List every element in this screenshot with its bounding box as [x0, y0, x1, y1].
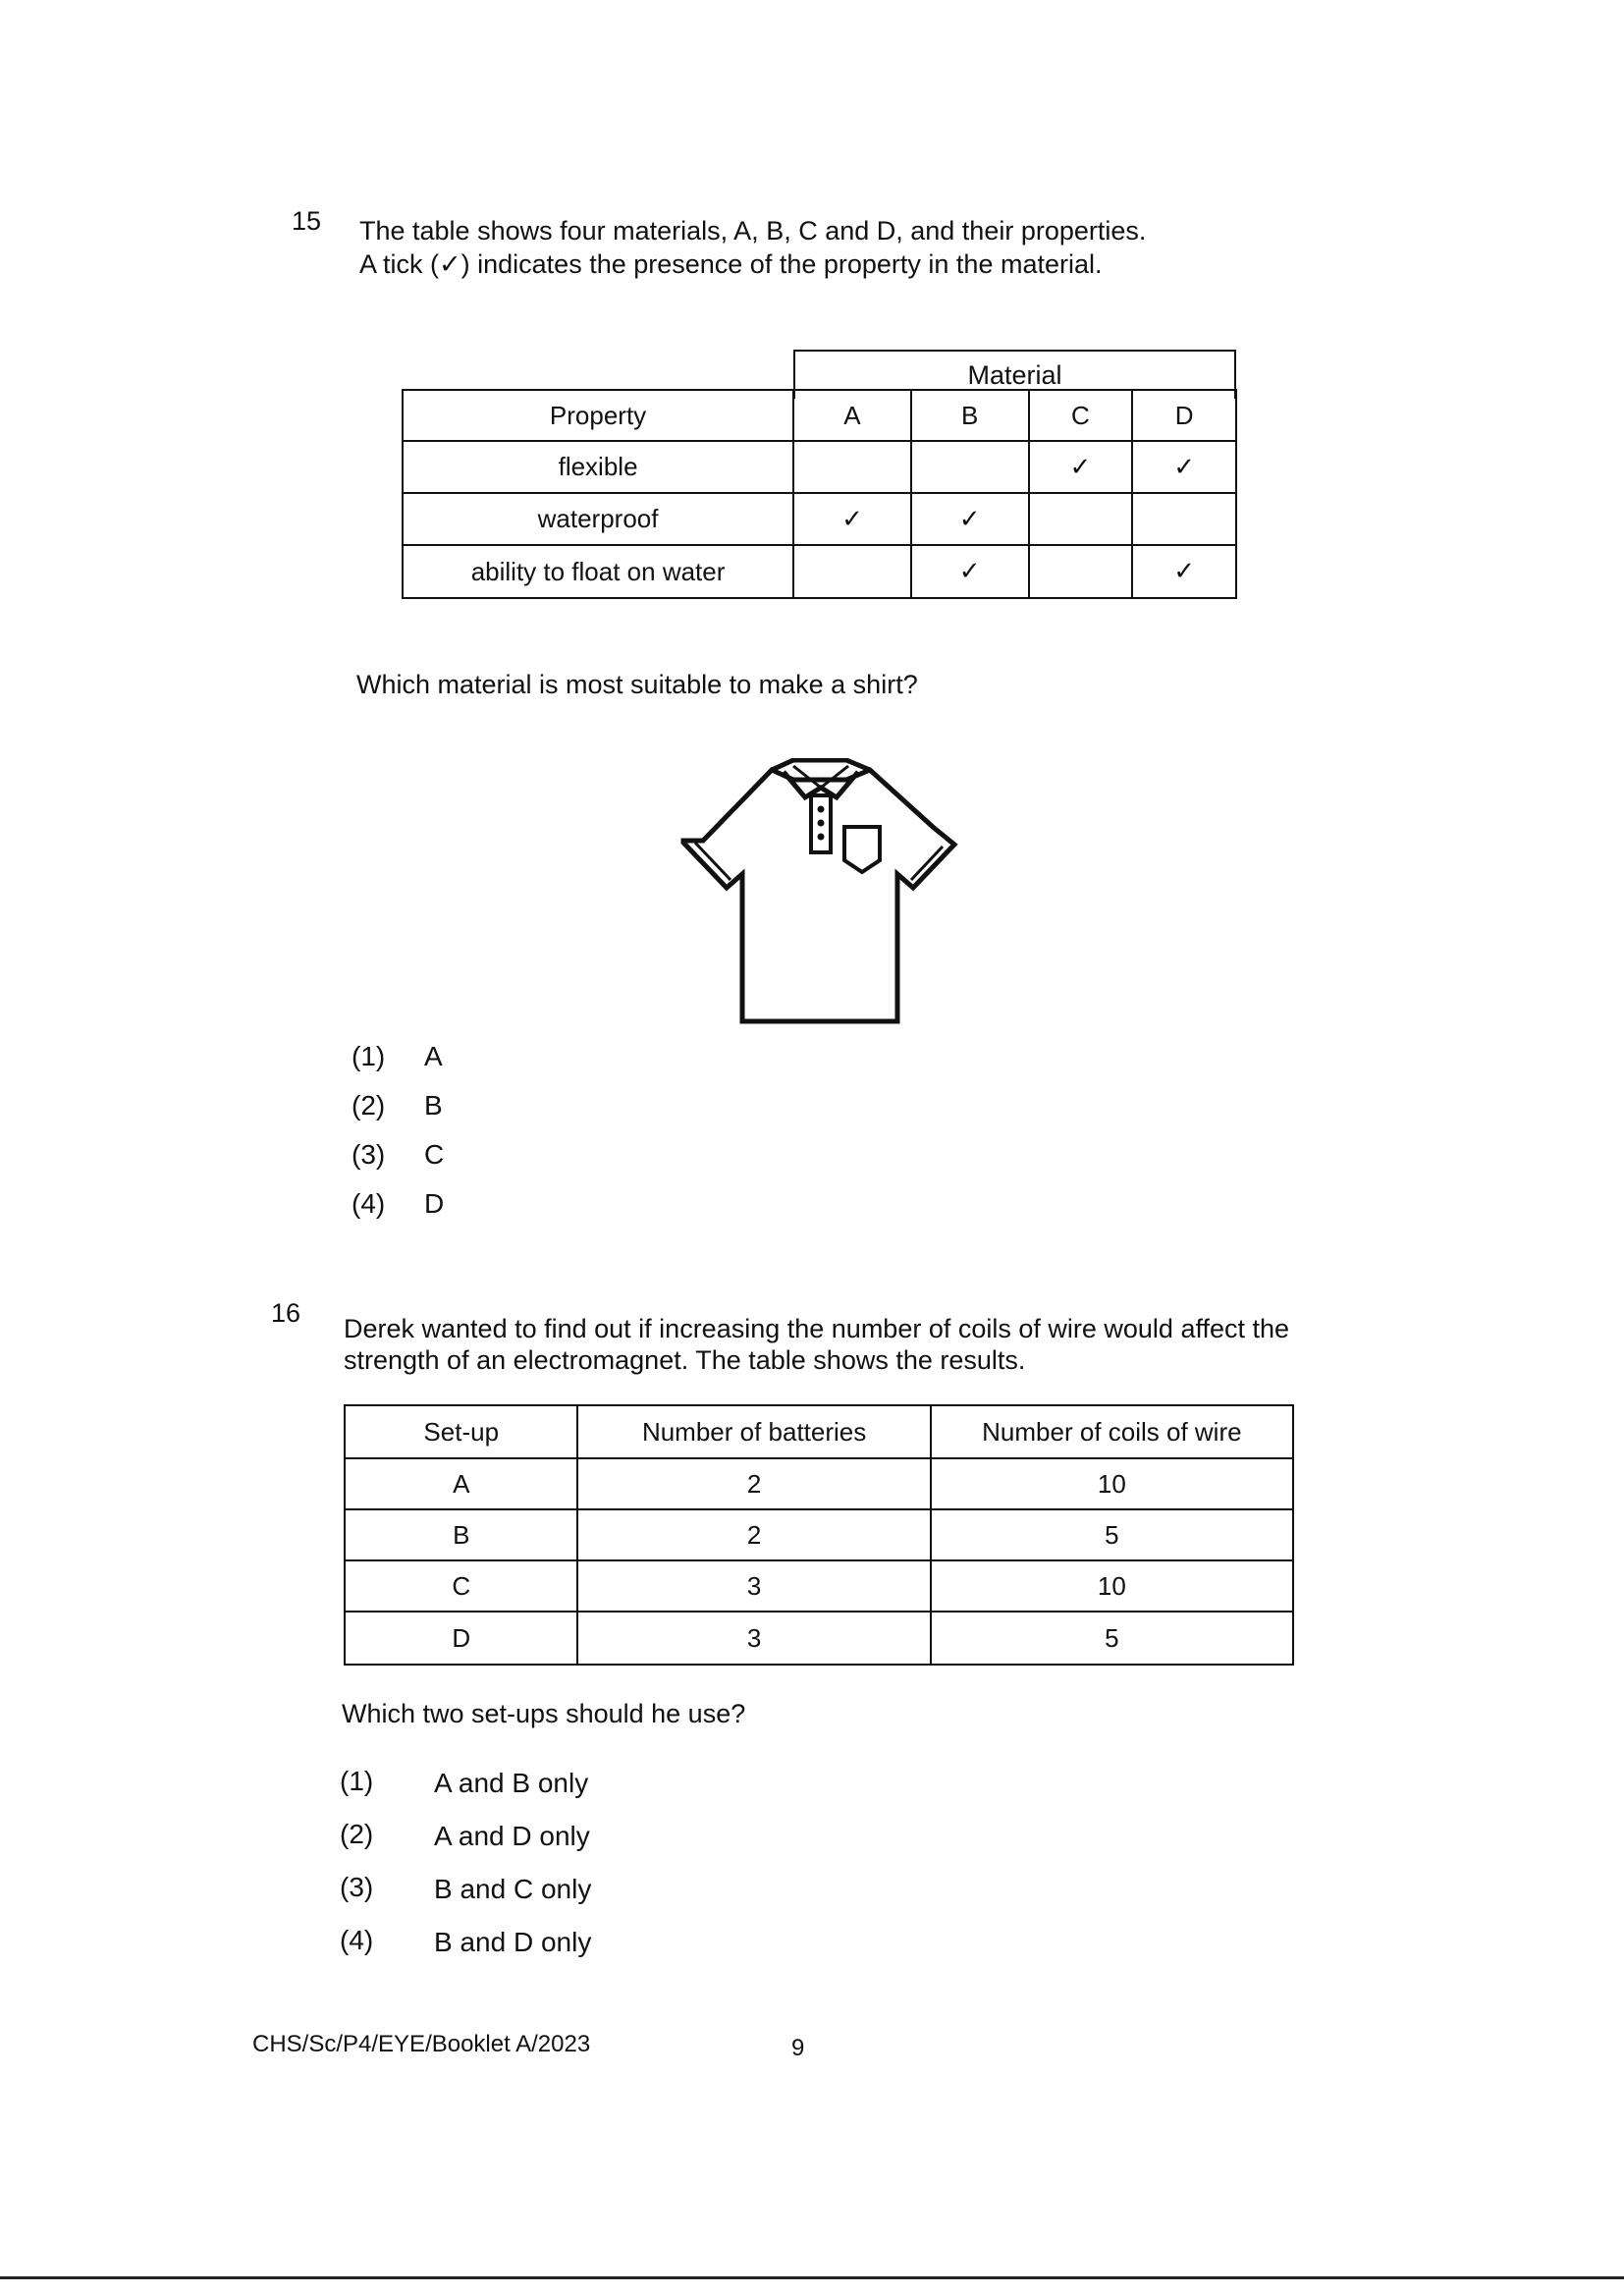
q15-option-2-text[interactable]: B — [424, 1090, 443, 1121]
q15-material-d: D — [1132, 390, 1236, 441]
q15-material-b: B — [911, 390, 1029, 441]
q15-material-a: A — [793, 390, 911, 441]
q15-question: Which material is most suitable to make a shirt? — [356, 670, 918, 699]
q16-header-batteries: Number of batteries — [577, 1405, 930, 1458]
q15-option-1-number: (1) — [352, 1041, 386, 1071]
q15-material-header: Material — [793, 350, 1236, 399]
q15-option-4-number: (4) — [352, 1188, 386, 1219]
q16-cell-batteries: 3 — [577, 1560, 930, 1612]
q16-question: Which two set-ups should he use? — [342, 1699, 746, 1728]
q16-cell-coils: 10 — [931, 1560, 1293, 1612]
q16-cell-coils: 5 — [931, 1509, 1293, 1560]
q15-tick-cell — [793, 441, 911, 493]
q15-tick-cell: ✓ — [793, 493, 911, 545]
q16-intro-line2: strength of an electromagnet. The table shows the results. — [344, 1345, 1026, 1375]
q15-property-header: Property — [403, 390, 793, 441]
page-number: 9 — [791, 2035, 805, 2061]
q16-cell-setup: B — [345, 1509, 577, 1560]
q15-tick-cell — [1029, 545, 1133, 598]
q15-number: 15 — [292, 206, 322, 236]
q16-option-3-number: (3) — [340, 1872, 374, 1902]
q16-cell-setup: D — [345, 1612, 577, 1665]
q15-tick-cell: ✓ — [911, 545, 1029, 598]
shirt-icon — [676, 758, 960, 1025]
q15-tick-cell: ✓ — [1029, 441, 1133, 493]
q15-tick-cell: ✓ — [1132, 441, 1236, 493]
footer-code: CHS/Sc/P4/EYE/Booklet A/2023 — [252, 2031, 591, 2057]
q15-option-4-text[interactable]: D — [424, 1188, 445, 1219]
q15-material-c: C — [1029, 390, 1133, 441]
q15-option-1-text[interactable]: A — [424, 1041, 443, 1071]
q16-cell-setup: C — [345, 1560, 577, 1612]
q16-number: 16 — [271, 1298, 301, 1328]
q16-option-1-number: (1) — [340, 1766, 374, 1796]
q15-properties-table — [402, 389, 1237, 599]
q16-option-2-number: (2) — [340, 1819, 374, 1849]
q15-option-3-text[interactable]: C — [424, 1139, 445, 1170]
q16-cell-coils: 5 — [931, 1612, 1293, 1665]
page-bottom-rule — [0, 2276, 1624, 2279]
q15-row-property: flexible — [403, 441, 793, 493]
q16-cell-batteries: 3 — [577, 1612, 930, 1665]
q15-row-property: ability to float on water — [403, 545, 793, 598]
q16-option-3-text[interactable]: B and C only — [434, 1874, 592, 1904]
q15-tick-cell — [1029, 493, 1133, 545]
q15-option-3-number: (3) — [352, 1139, 386, 1170]
q16-cell-setup: A — [345, 1458, 577, 1509]
q16-header-setup: Set-up — [345, 1405, 577, 1458]
q16-option-4-text[interactable]: B and D only — [434, 1927, 592, 1957]
q16-intro-line1: Derek wanted to find out if increasing the number of coils of wire would affect the — [344, 1314, 1290, 1343]
q16-results-table — [344, 1404, 1294, 1666]
q15-tick-cell — [793, 545, 911, 598]
q16-header-coils: Number of coils of wire — [931, 1405, 1293, 1458]
q15-row-property: waterproof — [403, 493, 793, 545]
q16-cell-batteries: 2 — [577, 1458, 930, 1509]
q15-intro-line1: The table shows four materials, A, B, C and D, and their properties. — [359, 216, 1147, 246]
q16-option-2-text[interactable]: A and D only — [434, 1821, 590, 1851]
q15-tick-cell — [911, 441, 1029, 493]
q15-tick-cell: ✓ — [1132, 545, 1236, 598]
q15-tick-cell: ✓ — [911, 493, 1029, 545]
q15-option-2-number: (2) — [352, 1090, 386, 1121]
q16-option-1-text[interactable]: A and B only — [434, 1768, 589, 1798]
q16-cell-batteries: 2 — [577, 1509, 930, 1560]
q15-tick-cell — [1132, 493, 1236, 545]
q15-intro-line2: A tick (✓) indicates the presence of the property in the material. — [359, 249, 1103, 279]
q16-cell-coils: 10 — [931, 1458, 1293, 1509]
q16-option-4-number: (4) — [340, 1925, 374, 1955]
